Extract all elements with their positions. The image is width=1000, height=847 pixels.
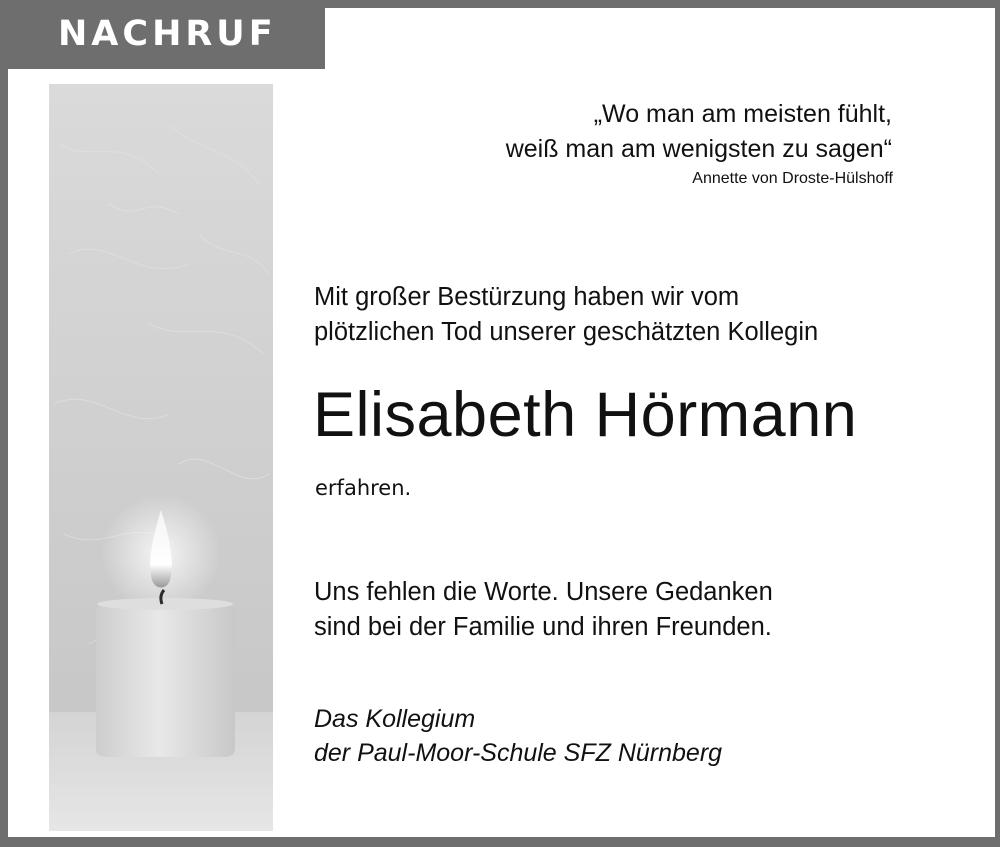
header-tab (0, 0, 325, 69)
condolence-text (314, 575, 773, 645)
learned-text: erfahren. (315, 476, 412, 500)
quote-author: Annette von Droste-Hülshoff (692, 170, 893, 187)
deceased-name: Elisabeth Hörmann (313, 380, 858, 450)
intro-text (314, 280, 818, 350)
condolence-line: Uns fehlen die Worte. Unsere Gedanken (314, 578, 773, 606)
signature-line: der Paul-Moor-Schule SFZ Nürnberg (314, 739, 723, 767)
quote-line: „Wo man am meisten fühlt, (593, 100, 892, 128)
candle-icon (49, 84, 273, 831)
condolence-line: sind bei der Familie und ihren Freunden. (314, 613, 772, 641)
intro-line: Mit großer Bestürzung haben wir vom (314, 283, 740, 311)
candle-image (49, 84, 273, 831)
page-title: NACHRUF (58, 14, 277, 54)
signature-line: Das Kollegium (314, 705, 476, 733)
quote (506, 97, 892, 167)
signature (314, 702, 722, 770)
intro-line: plötzlichen Tod unserer geschätzten Kollegin (314, 318, 819, 346)
quote-line: weiß man am wenigsten zu sagen“ (505, 135, 892, 163)
